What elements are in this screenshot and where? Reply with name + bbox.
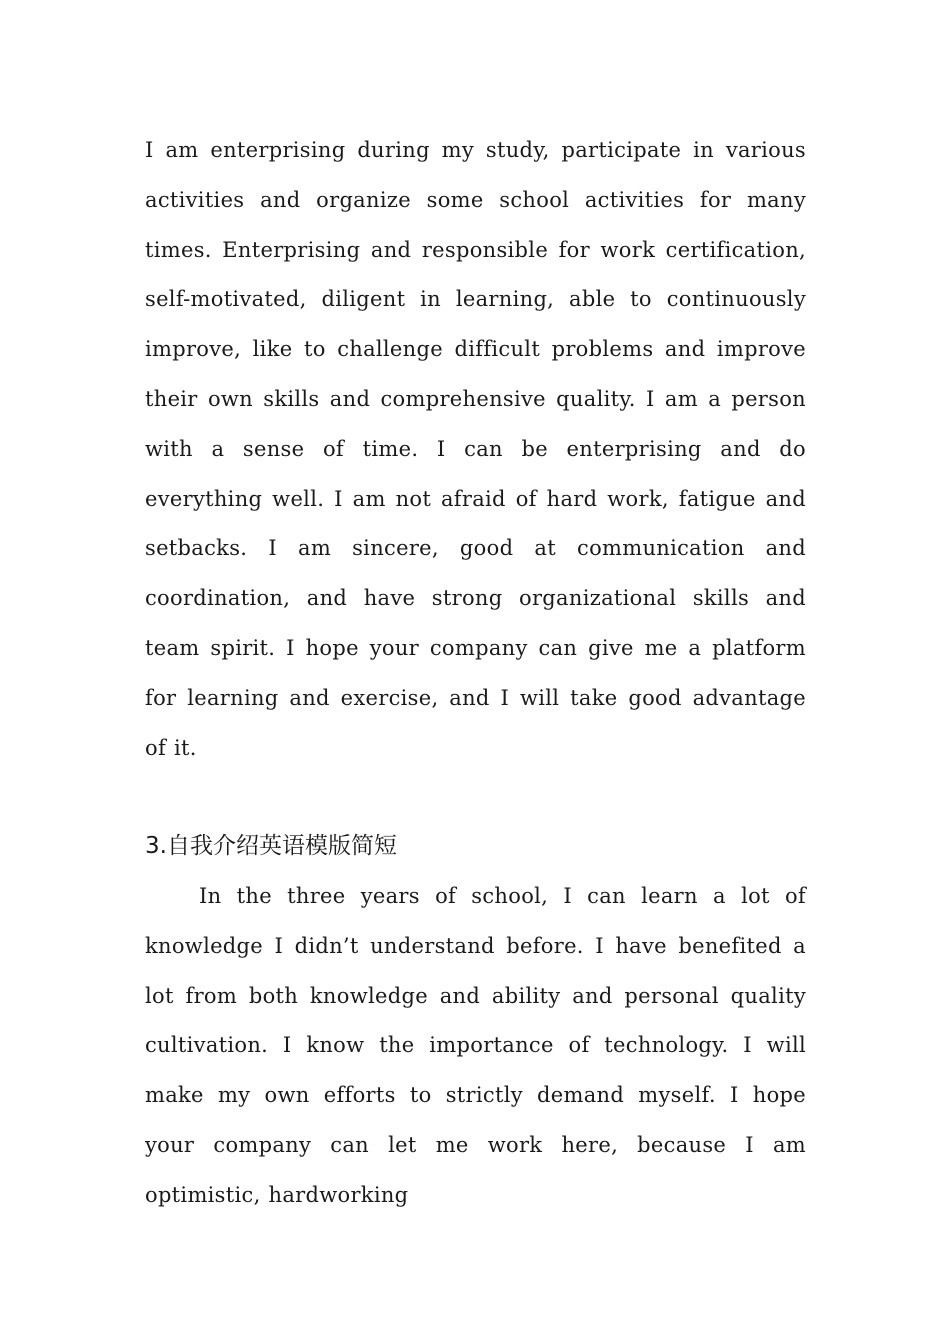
body-paragraph: In the three years of school, I can learn a lot of knowledge I didn’t understand before. I have benefited a lot from both knowledge and ability and personal quality cultivation. I know the importance of technology. I will make my own efforts to strictly demand myself. I hope your company can let me work here, because I am optimistic, hardworking [145,884,806,1207]
section-heading: 3.自我介绍英语模版简短 [145,833,397,859]
body-paragraph: I am enterprising during my study, participate in various activities and organize some school activities for many times. Enterprising and responsible for work certification, self-motivated, diligent in learning, able to continuously improve, like to challenge difficult problems and improve their own skills and comprehensive quality. I am a person with a sense of time. I can be enterprising and do everything well. I am not afraid of hard work, fatigue and setbacks. I am sincere, good at communication and coordination, and have strong organizational skills and team spirit. I hope your company can give me a platform for learning and exercise, and I will take good advantage of it. [145,138,806,760]
